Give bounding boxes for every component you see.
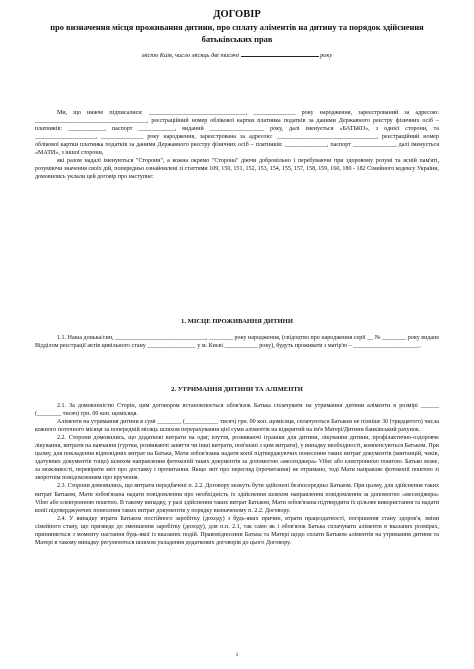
section-2-heading: 2. УТРИМАННЯ ДИТИНИ ТА АЛІМЕНТИ (171, 386, 303, 393)
agreement-intro-paragraph: які разом надалі іменуються "Сторони", а кожна окремо "Сторона" діючи добровільно і перебуваючи при здоровому розумі та ясній пам'яті, розуміючи значення своїх дій, попередньо ознайомлені зі статтями 109, 150, 151, 152, 153, 154, 155, 157, 158, 159, 160, 180 - 182 Сімейного кодексу України, домовились уклали цей договір про наступне: (35, 158, 439, 181)
year-blank (241, 50, 319, 57)
place-date-line (0, 50, 474, 59)
place-suffix: року (320, 52, 333, 59)
section-2-body (35, 402, 439, 547)
document-subtitle: про визначення місця проживання дитини, про сплату аліментів на дитину та порядок здійснення батьківських прав (50, 23, 424, 44)
section-1-heading: 1. МІСЦЕ ПРОЖИВАННЯ ДИТИНИ (181, 318, 293, 325)
parties-paragraph: Ми, що нижче підписалися: ________________________________, ______________ року народження, зареєстрований за адресою: _____________________________________, реєстраційний номер облікової картки платника податків за даними Державного реєстру фізичних осіб – платників: ____________, паспорт ____________, виданий __________________ року, далі іменується «БАТЬКО», з однієї сторони, та ____________________, ______________ року народження, зареєстрована за адресою: _________________________________, реєстраційний номер облікової картки платника податків за даними Державного реєстру фізичних осіб – платників: ______________, паспорт ______________, далі іменується «МАТИ», з іншої сторони, (35, 110, 439, 157)
place-prefix: місто Київ, число місяць дві тисячі (141, 52, 239, 59)
parties-section (35, 109, 439, 181)
clause-2-1: 2.1. За домовленістю Сторін, цим договором встановлюється обов'язок Батька сплачувати на утримання дитини аліменти в розмірі ______ (________ тисяч) грн. 00 коп. щомісяця. (35, 403, 439, 418)
clause-2-3: 2.3. Сторони домовились, що витрати передбачені п. 2.2. Договору можуть бути здійснені безпосередньо Батьком. При цьому, для здійснення таких витрат Батьком, Мати зобов'язана надати повідомлення про необхідність їх здійснення шляхом направлення повідомлення за допомогою «месенджера» Viber або електронною поштою. В такому випадку, у разі здійснення таких витрат Батьком, Мати зобов'язана підтвердити їх цільове використання та надати копії підтверджуючих понесення таких витрат документів у порядку визначеному п. 2.2. Договору. (35, 483, 439, 514)
clause-2-1-payment: Аліменти на утримання дитини в сумі ________ (___________ тисяч) грн. 00 коп. щомісяця, сплачуються Батьком не пізніше 30 (тридцятого) числа кожного поточного місяця за попередній місяць шляхом перерахування цієї суми аліментів на відкритий на ім'я Матері/Дитини банківський рахунок. (35, 419, 439, 434)
section-1-body (35, 334, 439, 350)
clause-2-4: 2.4. У випадку втрати Батьком постійного заробітку (доходу) з будь-яких причин, втрати працездатності, погіршення стану здоров'я, зміни сімейного стану, що призведе до зменшення заробітку (доходу), для п.п. 2.1, так само як і обов'язок Батька сплачувати аліменти в вказаних розмірах, припиняється з моменту настання будь-якої із вказаних подій. Правовідносини Батька та Матері щодо сплати Батьком аліментів на утримання дитини та Матері в такому випадку регулюються шляхом укладення додаткових договорів до цього Договору. (35, 515, 439, 546)
document-title: ДОГОВІР (213, 9, 261, 20)
page-number: 1 (235, 652, 239, 658)
clause-2-2: 2.2. Сторони домовились, що додаткові витрати на одяг, взуття, розвиваючі іграшки для дитини, лікування дитини, профілактично-оздоровче лікування, витрати на навчання (гуртки, розвиваючі заняття чи інші витрати, пов'язані з цим витрати), у випадку необхідності, компенсуються Батьком. При цьому, для покладення відповідних витрат на Батька, Мати зобов'язана надати копії підтверджуючих понесення таких витрат документів (квитанцій, чеків, здатувних документів тощо) шляхом направлення фотокопій таких документів за допомогою «месенджера» Viber або електронною поштою. Батько може, за можливості, перевіряти звіт про доставку і прочитання. Якщо звіт про перегляд (прочитання) не отримано, тоді Мати направляє фотокопії поштою зі зворотнім повідомленням про вручення. (35, 435, 439, 482)
clause-1-1: 1.1. Наша донька/син, ______________________________, ________ року народження, (свідоцтво про народження серії __ № ________ року видане Відділом реєстрації актів цивільного стану ________________ у м. Києві ___________ року), будуть проживати з матір'ю – ______________________. (35, 335, 439, 350)
